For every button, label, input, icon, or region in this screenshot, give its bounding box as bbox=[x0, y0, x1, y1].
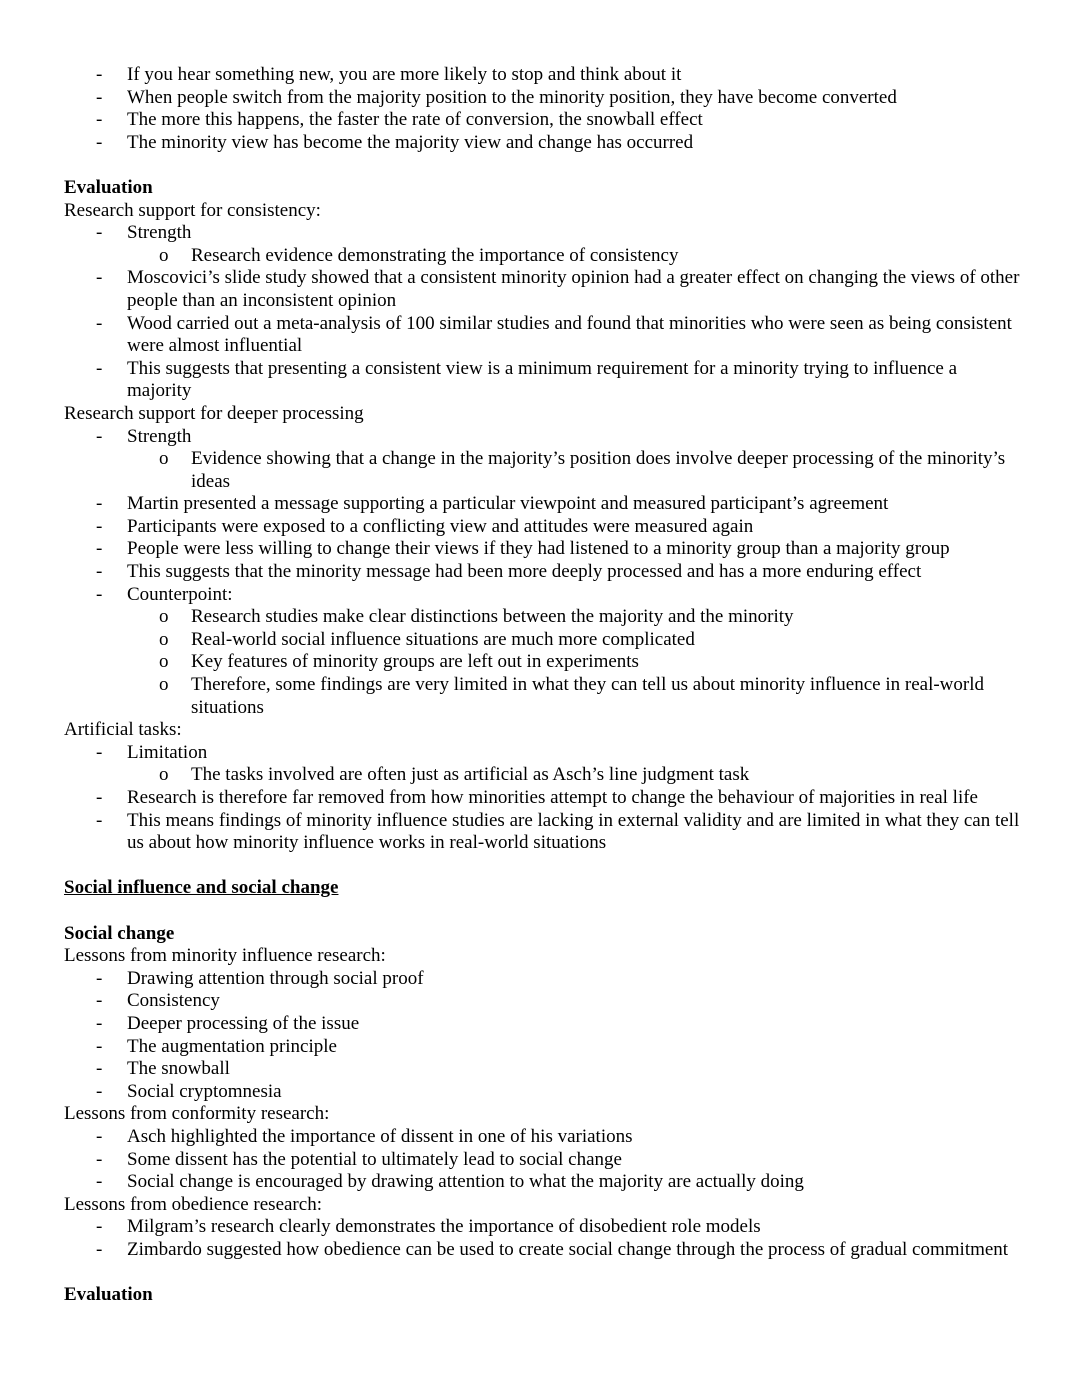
obedience-lessons-label: Lessons from obedience research: bbox=[64, 1193, 322, 1215]
list-item: - The minority view has become the majority view and change has occurred bbox=[96, 131, 694, 153]
list-item: - The augmentation principle bbox=[96, 1035, 337, 1057]
dash-marker: - bbox=[96, 1125, 103, 1147]
evaluation-heading-2: Evaluation bbox=[64, 1284, 153, 1306]
circle-marker: o bbox=[159, 448, 169, 470]
list-item: - This means findings of minority influence studies are lacking in external validity and are limited in what they can tell us about how minority influence works in real-world situations bbox=[96, 809, 1020, 854]
circle-marker: o bbox=[159, 244, 169, 266]
evaluation-heading: Evaluation bbox=[64, 176, 153, 198]
dash-marker: - bbox=[96, 1058, 103, 1080]
list-item: - Consistency bbox=[96, 990, 220, 1012]
sub-list-item: o Therefore, some findings are very limited in what they can tell us about minority influence in real-world situations bbox=[159, 674, 984, 718]
intro-list bbox=[64, 64, 1024, 154]
conformity-lessons-label: Lessons from conformity research: bbox=[64, 1103, 330, 1125]
circle-marker: o bbox=[159, 674, 169, 696]
list-item: - Deeper processing of the issue bbox=[96, 1012, 360, 1034]
sub-list-item: o Real-world social influence situations are much more complicated bbox=[159, 628, 695, 650]
dash-marker: - bbox=[96, 990, 103, 1012]
deeper-processing-label: Research support for deeper processing bbox=[64, 402, 364, 424]
consistency-label: Research support for consistency: bbox=[64, 199, 321, 221]
sub-list-item: o Key features of minority groups are left out in experiments bbox=[159, 651, 639, 673]
document-page bbox=[64, 64, 1024, 1307]
list-item: - Participants were exposed to a conflicting view and attitudes were measured again bbox=[96, 515, 754, 537]
list-item: - People were less willing to change their views if they had listened to a minority group than a majority group bbox=[96, 538, 950, 560]
dash-marker: - bbox=[96, 493, 103, 515]
dash-marker: - bbox=[96, 561, 103, 583]
circle-marker: o bbox=[159, 764, 169, 786]
list-item: - Milgram’s research clearly demonstrates the importance of disobedient role models bbox=[96, 1216, 761, 1238]
dash-marker: - bbox=[96, 222, 103, 244]
list-item: - The snowball bbox=[96, 1058, 230, 1080]
list-item: - Limitation bbox=[96, 741, 208, 763]
list-item: - This suggests that the minority message had been more deeply processed and has a more enduring effect bbox=[96, 561, 922, 583]
sub-list-item: o Research evidence demonstrating the importance of consistency bbox=[159, 244, 679, 266]
list-item: - When people switch from the majority position to the minority position, they have become converted bbox=[96, 86, 897, 108]
sub-list-item: o The tasks involved are often just as artificial as Asch’s line judgment task bbox=[159, 764, 750, 786]
minority-lessons-label: Lessons from minority influence research: bbox=[64, 945, 386, 967]
list-item: - Social cryptomnesia bbox=[96, 1080, 282, 1102]
list-item: - Martin presented a message supporting a particular viewpoint and measured participant’s agreement bbox=[96, 493, 889, 515]
list-item: - Some dissent has the potential to ultimately lead to social change bbox=[96, 1148, 622, 1170]
dash-marker: - bbox=[96, 1148, 103, 1170]
dash-marker: - bbox=[96, 109, 103, 131]
section-title: Social influence and social change bbox=[64, 877, 339, 899]
dash-marker: - bbox=[96, 515, 103, 537]
list-item: - Strength bbox=[96, 425, 192, 447]
dash-marker: - bbox=[96, 1238, 103, 1260]
social-change-heading: Social change bbox=[64, 922, 175, 944]
dash-marker: - bbox=[96, 809, 103, 831]
dash-marker: - bbox=[96, 538, 103, 560]
list-item: - Counterpoint: bbox=[96, 583, 233, 605]
circle-marker: o bbox=[159, 651, 169, 673]
dash-marker: - bbox=[96, 312, 103, 334]
dash-marker: - bbox=[96, 1171, 103, 1193]
dash-marker: - bbox=[96, 787, 103, 808]
list-item: - The more this happens, the faster the rate of conversion, the snowball effect bbox=[96, 109, 703, 131]
dash-marker: - bbox=[96, 425, 103, 447]
sub-list-item: o Evidence showing that a change in the majority’s position does involve deeper processing of the minority’s ideas bbox=[159, 448, 1006, 492]
list-item: - Wood carried out a meta-analysis of 100 similar studies and found that minorities who were seen as being consistent were almost influential bbox=[96, 312, 1012, 357]
dash-marker: - bbox=[96, 86, 103, 108]
circle-marker: o bbox=[159, 606, 169, 628]
list-item: - Zimbardo suggested how obedience can be used to create social change through the process of gradual commitment bbox=[96, 1238, 1009, 1260]
list-item: - Drawing attention through social proof bbox=[96, 967, 424, 989]
list-item: - Social change is encouraged by drawing attention to what the majority are actually doing bbox=[96, 1171, 804, 1193]
list-item: - Research is therefore far removed from how minorities attempt to change the behaviour of majorities in real life bbox=[96, 787, 978, 808]
dash-marker: - bbox=[96, 64, 103, 85]
circle-marker: o bbox=[159, 628, 169, 650]
dash-marker: - bbox=[96, 267, 103, 289]
sub-list-item: o Research studies make clear distinctions between the majority and the minority bbox=[159, 606, 794, 628]
artificial-tasks-label: Artificial tasks: bbox=[64, 719, 182, 741]
dash-marker: - bbox=[96, 741, 103, 763]
dash-marker: - bbox=[96, 583, 103, 605]
list-item: - This suggests that presenting a consistent view is a minimum requirement for a minority trying to influence a majority bbox=[96, 357, 958, 402]
dash-marker: - bbox=[96, 1012, 103, 1034]
dash-marker: - bbox=[96, 131, 103, 153]
dash-marker: - bbox=[96, 357, 103, 379]
dash-marker: - bbox=[96, 967, 103, 989]
dash-marker: - bbox=[96, 1035, 103, 1057]
list-item: - Strength bbox=[96, 222, 192, 244]
dash-marker: - bbox=[96, 1080, 103, 1102]
list-item: - Moscovici’s slide study showed that a consistent minority opinion had a greater effect on changing the views of other people than an inconsistent opinion bbox=[96, 267, 1020, 311]
dash-marker: - bbox=[96, 1216, 103, 1238]
list-item: - If you hear something new, you are more likely to stop and think about it bbox=[96, 64, 682, 85]
list-item: - Asch highlighted the importance of dissent in one of his variations bbox=[96, 1125, 633, 1147]
